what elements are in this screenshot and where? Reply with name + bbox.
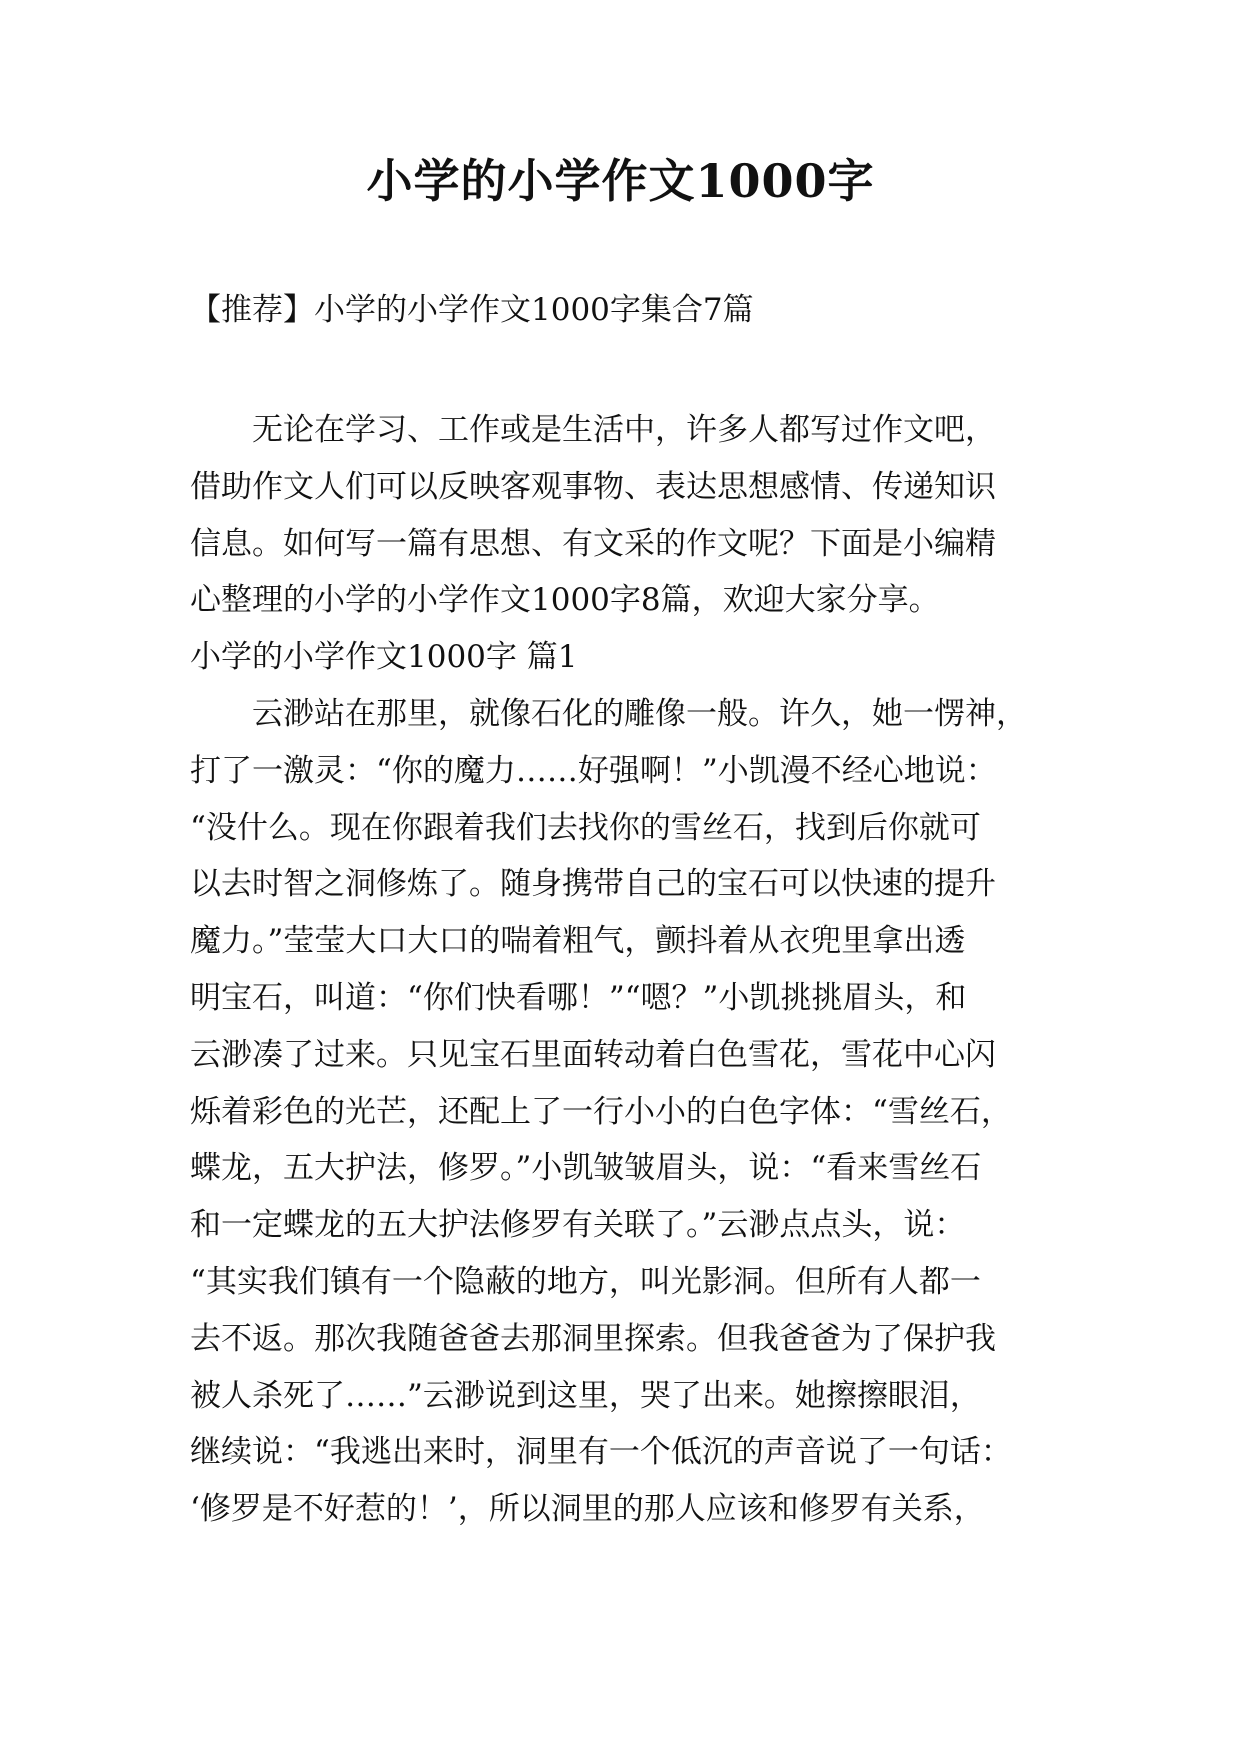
body-line: 继续说：“我逃出来时，洞里有一个低沉的声音说了一句话： <box>190 1434 1012 1471</box>
body-line: 心整理的小学的小学作文1000字8篇，欢迎大家分享。 <box>190 582 940 619</box>
document-title: 小学的小学作文1000字 <box>366 154 875 208</box>
body-line: “其实我们镇有一个隐蔽的地方，叫光影洞。但所有人都一 <box>190 1263 981 1300</box>
body-line: 信息。如何写一篇有思想、有文采的作文呢？下面是小编精 <box>190 525 996 562</box>
body-line: 被人杀死了……”云渺说到这里，哭了出来。她擦擦眼泪， <box>190 1377 981 1414</box>
body-line: ‘修罗是不好惹的！’，所以洞里的那人应该和修罗有关系， <box>190 1491 985 1528</box>
body-line: 蝶龙，五大护法，修罗。”小凯皱皱眉头，说：“看来雪丝石 <box>190 1150 982 1187</box>
body-line: 无论在学习、工作或是生活中，许多人都写过作文吧， <box>190 412 996 448</box>
body-line: 打了一激灵：“你的魔力……好强啊！”小凯漫不经心地说： <box>190 752 997 789</box>
body-line: 明宝石，叫道：“你们快看哪！”“嗯？”小凯挑挑眉头，和 <box>190 979 967 1016</box>
section-heading: 小学的小学作文1000字 篇1 <box>190 639 578 676</box>
body-line: 借助作文人们可以反映客观事物、表达思想感情、传递知识 <box>190 468 996 505</box>
body-line: 以去时智之洞修炼了。随身携带自己的宝石可以快速的提升 <box>190 866 996 903</box>
document-subtitle: 【推荐】小学的小学作文1000字集合7篇 <box>190 292 754 328</box>
body-line: 云渺站在那里，就像石化的雕像一般。许久，她一愣神， <box>190 695 1027 732</box>
body-line: 和一定蝶龙的五大护法修罗有关联了。”云渺点点头，说： <box>190 1207 966 1244</box>
body-line: 魔力。”莹莹大口大口的喘着粗气，颤抖着从衣兜里拿出透 <box>190 923 966 960</box>
body-line: 烁着彩色的光芒，还配上了一行小小的白色字体：“雪丝石， <box>190 1093 1012 1130</box>
body-line: “没什么。现在你跟着我们去找你的雪丝石，找到后你就可 <box>190 809 981 846</box>
body-line: 云渺凑了过来。只见宝石里面转动着白色雪花，雪花中心闪 <box>190 1036 996 1073</box>
document-body <box>190 402 1070 1538</box>
body-line: 去不返。那次我随爸爸去那洞里探索。但我爸爸为了保护我 <box>190 1320 996 1357</box>
